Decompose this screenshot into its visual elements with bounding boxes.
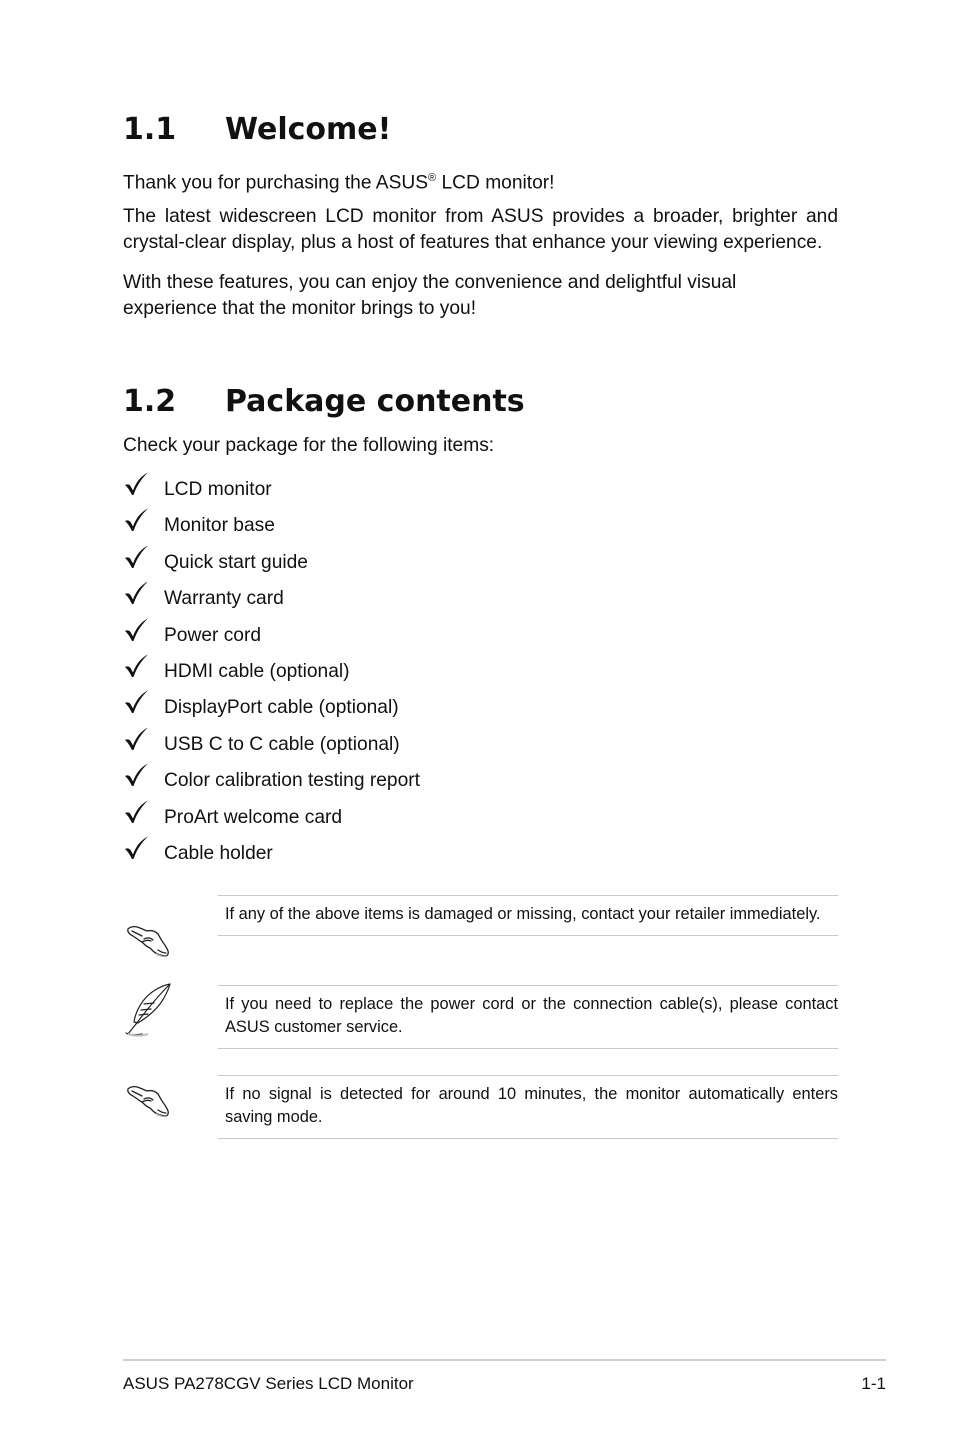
checkmark-icon xyxy=(123,581,149,605)
checklist-item-label: DisplayPort cable (optional) xyxy=(164,697,399,719)
checklist-item-label: Monitor base xyxy=(164,515,275,537)
note-text: If you need to replace the power cord or the connection cable(s), please contact ASUS customer service. xyxy=(225,995,838,1036)
features-paragraph: With these features, you can enjoy the convenience and delightful visual experience that the monitor brings to you! xyxy=(123,272,737,319)
checklist-item-label: Color calibration testing report xyxy=(164,770,420,792)
note-box xyxy=(218,1075,838,1139)
section-number: 1.2 xyxy=(123,384,177,419)
checklist-item-label: HDMI cable (optional) xyxy=(164,660,350,682)
checkmark-icon xyxy=(123,690,149,714)
note-text: If no signal is detected for around 10 minutes, the monitor automatically enters saving mode. xyxy=(225,1085,838,1126)
checklist-item-label: LCD monitor xyxy=(164,479,272,500)
checkmark-icon xyxy=(123,508,149,532)
footer-rule xyxy=(123,1359,886,1361)
thanks-paragraph xyxy=(123,165,838,196)
thanks-text-end: LCD monitor! xyxy=(436,172,555,194)
checklist-item-label: Warranty card xyxy=(164,588,284,610)
section-number: 1.1 xyxy=(123,112,177,147)
checklist-item-label: Cable holder xyxy=(164,842,273,864)
intro-paragraph: The latest widescreen LCD monitor from ASUS provides a broader, brighter and crystal-clear display, plus a host of features that enhance your viewing experience. xyxy=(123,206,838,253)
checkmark-icon xyxy=(123,545,149,569)
registered-mark: ® xyxy=(428,172,437,184)
checkmark-icon xyxy=(123,618,149,642)
pointing-hand-icon xyxy=(120,1070,176,1126)
checkmark-icon xyxy=(123,654,149,678)
checklist-item-label: USB C to C cable (optional) xyxy=(164,733,400,755)
footer-page-number: 1-1 xyxy=(861,1374,886,1393)
package-intro: Check your package for the following items: xyxy=(123,435,495,456)
section-heading-welcome xyxy=(123,112,391,148)
section-title: Package contents xyxy=(225,384,525,419)
note-text: If any of the above items is damaged or missing, contact your retailer immediately. xyxy=(225,905,821,923)
pointing-hand-icon xyxy=(120,910,176,966)
quill-pen-icon xyxy=(120,982,176,1038)
checkmark-icon xyxy=(123,836,149,860)
checkmark-icon xyxy=(123,763,149,787)
thanks-text: Thank you for purchasing the ASUS xyxy=(123,172,429,194)
section-title: Welcome! xyxy=(225,112,392,147)
checkmark-icon xyxy=(123,472,149,496)
section-heading-package-contents xyxy=(123,384,525,420)
checkmark-icon xyxy=(123,800,149,824)
checklist-item-label: Power cord xyxy=(164,624,262,646)
checkmark-icon xyxy=(123,727,149,751)
note-box xyxy=(218,895,838,936)
checklist-item-label: ProArt welcome card xyxy=(164,806,343,828)
note-box xyxy=(218,985,838,1049)
checklist-item-label: Quick start guide xyxy=(164,551,308,573)
footer-product-name: ASUS PA278CGV Series LCD Monitor xyxy=(123,1374,414,1393)
